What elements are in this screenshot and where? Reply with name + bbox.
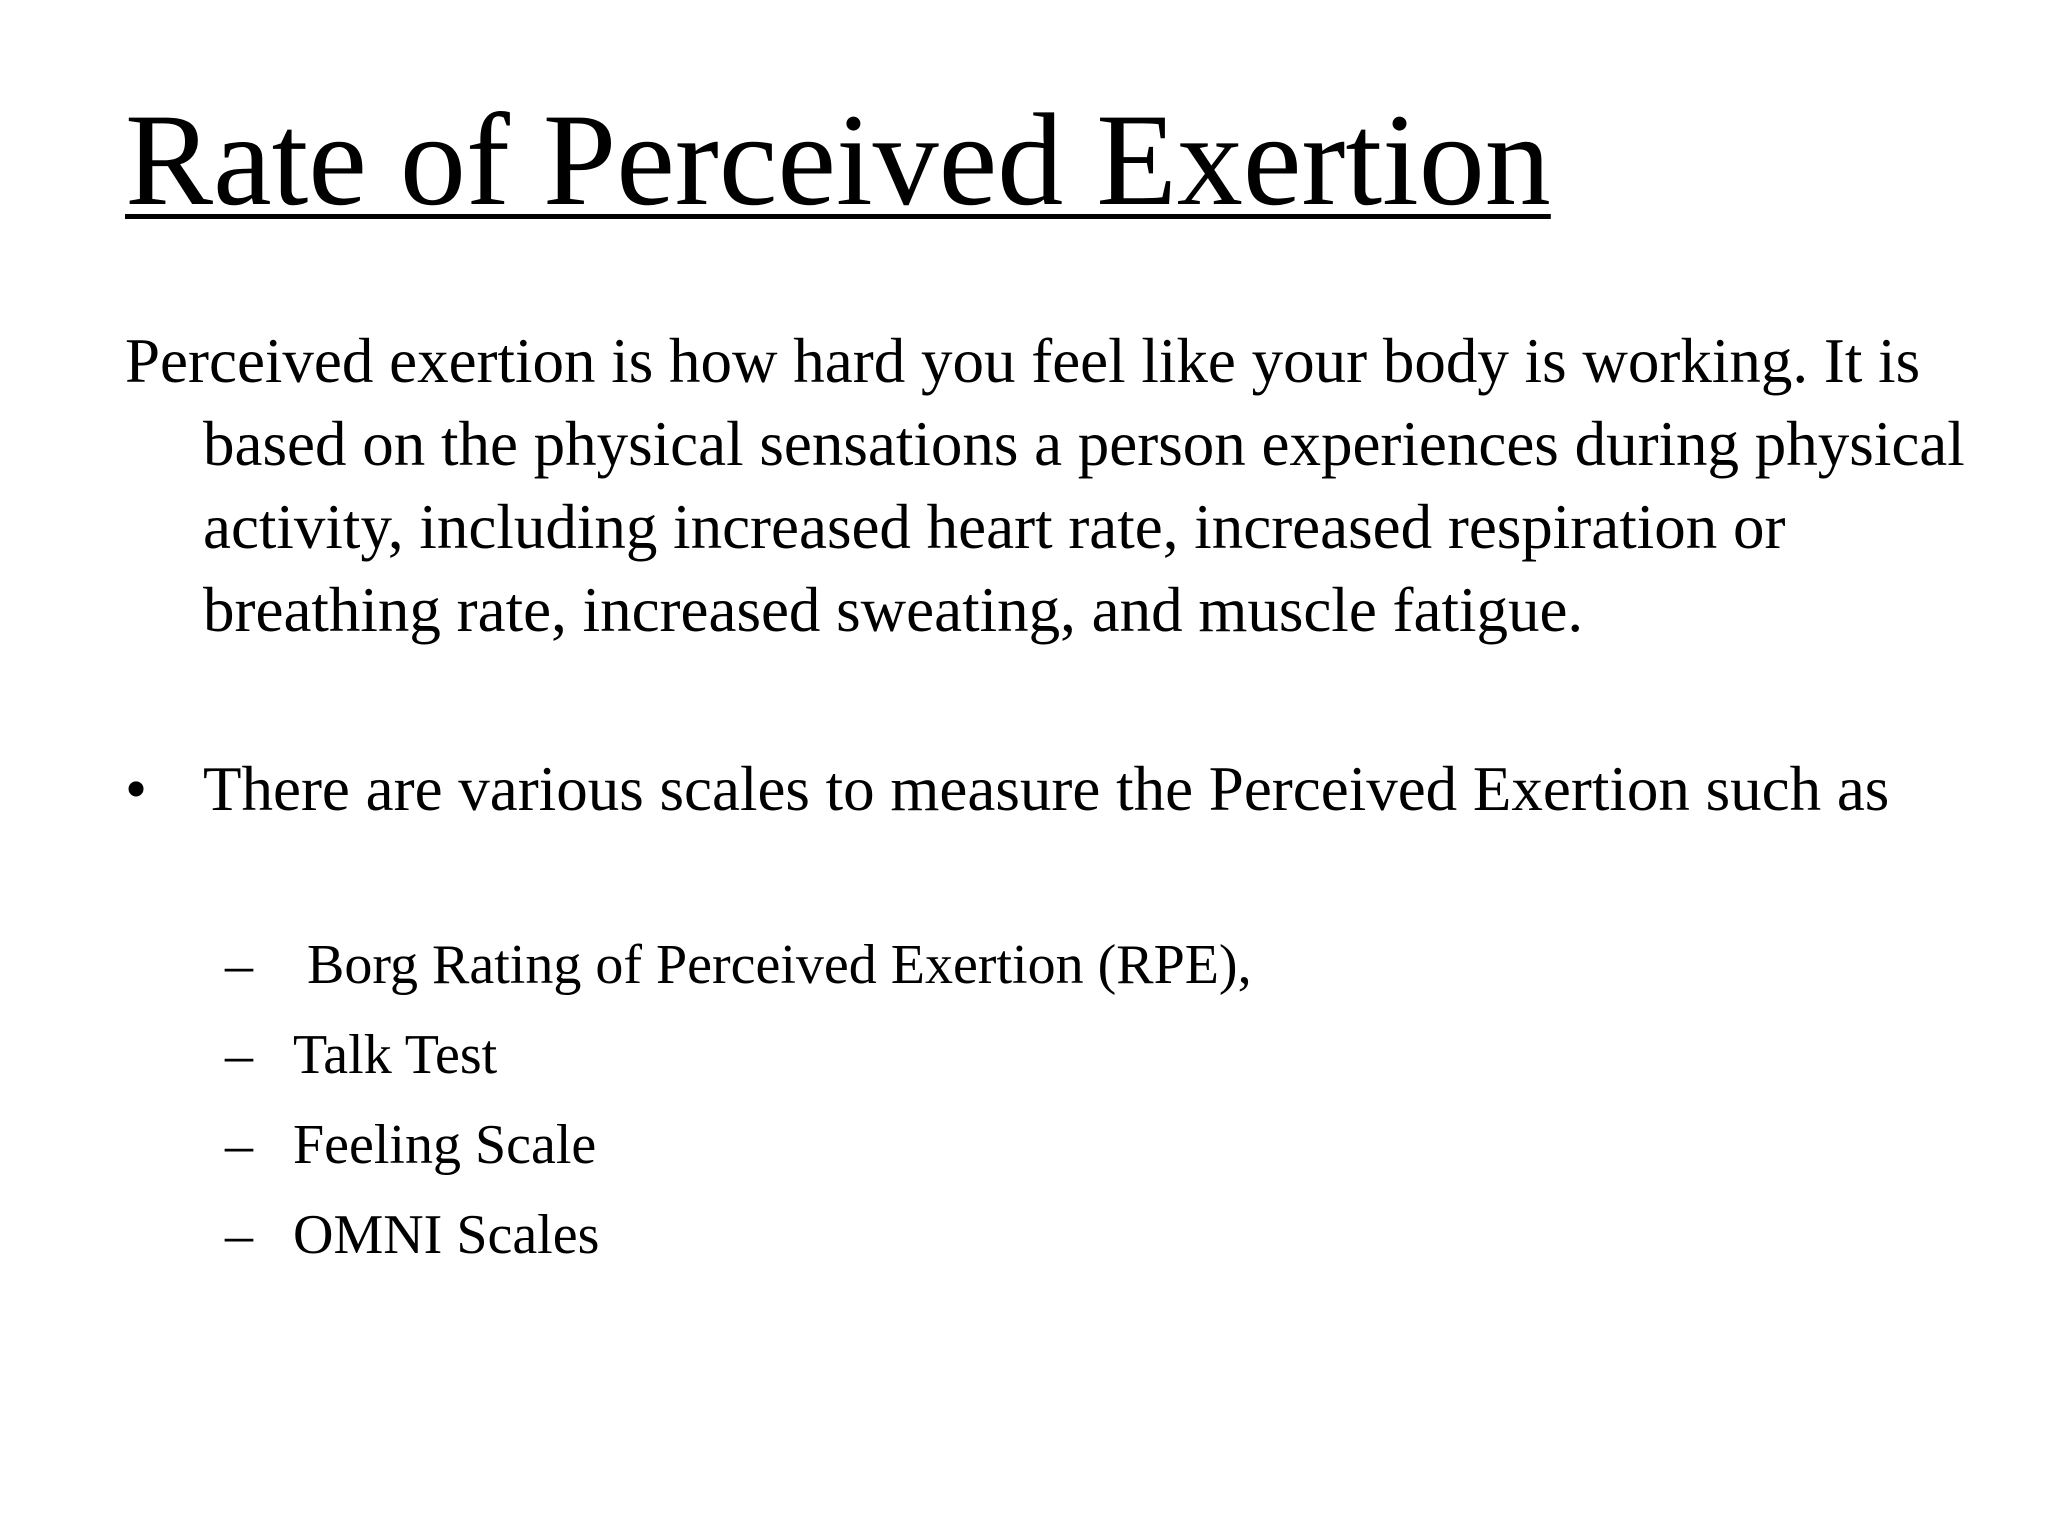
bullet-item bbox=[125, 748, 1935, 831]
scale-label: Feeling Scale bbox=[293, 1114, 597, 1176]
scale-label: OMNI Scales bbox=[293, 1204, 600, 1266]
slide-title: Rate of Perceived Exertion bbox=[125, 86, 1551, 233]
scale-label: Borg Rating of Perceived Exertion (RPE), bbox=[293, 934, 1252, 996]
scales-list bbox=[225, 920, 1252, 1280]
scale-item bbox=[225, 1010, 1252, 1100]
scale-item bbox=[225, 920, 1252, 1010]
scale-item bbox=[225, 1190, 1252, 1280]
dash-marker: – bbox=[225, 1114, 253, 1176]
bullet-text: There are various scales to measure the Perceived Exertion such as bbox=[203, 754, 1890, 824]
intro-paragraph: Perceived exertion is how hard you feel like your body is working. It is based on the physical sensations a person experiences during physical activity, including increased heart rate, increased respiration or breathing rate, increased sweating, and muscle fatigue. bbox=[125, 326, 1965, 645]
scale-label: Talk Test bbox=[293, 1024, 498, 1086]
scale-item bbox=[225, 1100, 1252, 1190]
dash-marker: – bbox=[225, 934, 253, 996]
dash-marker: – bbox=[225, 1204, 253, 1266]
bullet-marker: • bbox=[125, 754, 148, 824]
dash-marker: – bbox=[225, 1024, 253, 1086]
